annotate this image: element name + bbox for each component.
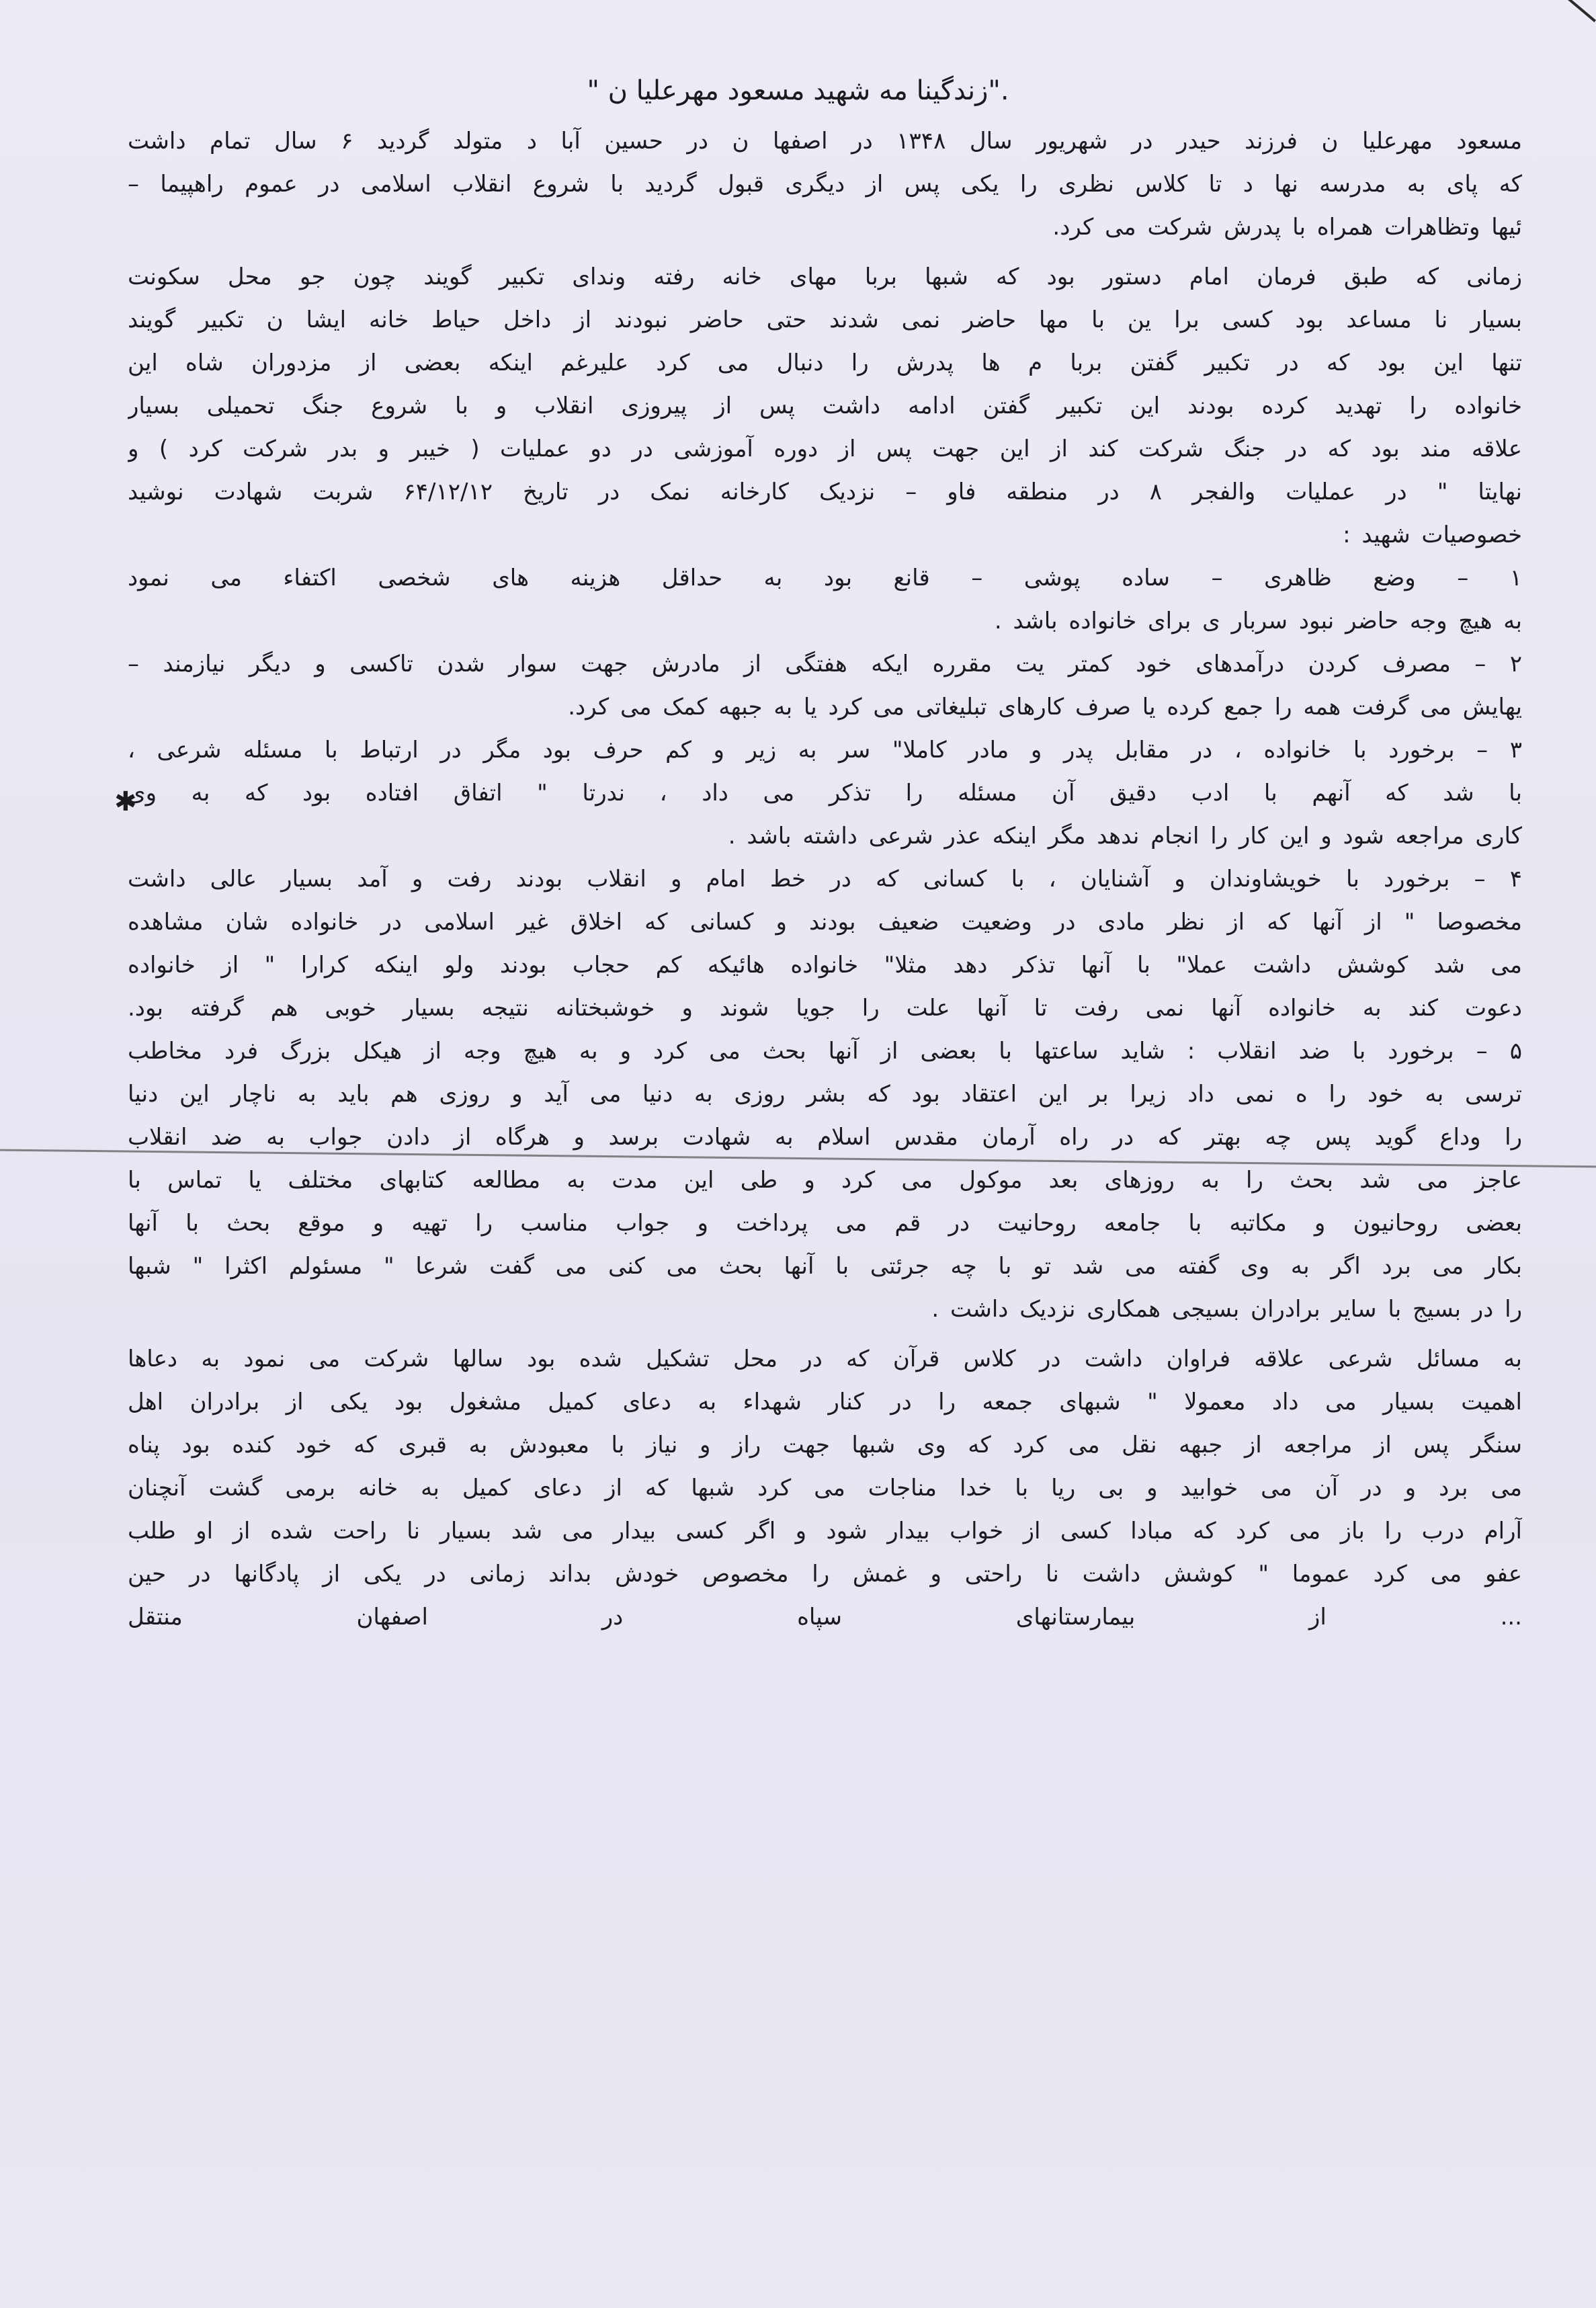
body-line: ۵ – برخورد با ضد انقلاب : شاید ساعتها با بعضی از آنها بحث می کرد و به هیچ وجه از هیکل بزرگ فرد مخاطب [128, 1038, 1522, 1065]
document-body [128, 120, 1522, 1639]
body-line: عفو می کرد عموما " کوشش داشت نا راحتی و غمش را مخصوص خودش بداند زمانی در یکی از پادگانها در حین [128, 1561, 1522, 1588]
section-heading: خصوصیات شهید : [1343, 522, 1522, 548]
body-line: مخصوصا " از آنها که از نظر مادی در وضعیت ضعیف بودند و کسانی که اخلاق غیر اسلامی در خانواده شان مشاهده [128, 909, 1522, 936]
body-line: بعضی روحانیون و مکاتبه با جامعه روحانیت در قم می پرداخت و جواب مناسب را تهیه و موقع بحث با آنها [128, 1210, 1522, 1237]
bullet-star-mark: ✱ [114, 786, 137, 817]
body-line: بکار می برد اگر به وی گفته می شد تو با چه جرئتی با آنها بحث می کنی می گفت شرعا " مسئولم اکثرا " شبها [128, 1253, 1522, 1280]
corner-pen-stroke [1497, 0, 1596, 22]
body-line: ۲ – مصرف کردن درآمدهای خود کمتر یت مقرره ایکه هفتگی از مادرش جهت سوار شدن تاکسی و دیگر نیازمند – [128, 651, 1522, 677]
body-line: آرام درب را باز می کرد که مبادا کسی از خواب بیدار شود و اگر کسی بیدار می شد بسیار نا راحت شده از او طلب [128, 1518, 1522, 1544]
document-title: " زندگینا مه شهید مسعود مهرعلیا ن". [587, 75, 1009, 106]
body-line: زمانی که طبق فرمان امام دستور بود که شبها بربا مهای خانه رفته وندای تکبیر گویند چون جو محل سکونت [128, 263, 1522, 290]
body-line: می برد و در آن می خوابید و بی ریا با خدا مناجات می کرد شبها که از دعای کمیل به خانه برمی گشت آنچنان [128, 1475, 1522, 1501]
body-line: نهایتا " در عملیات والفجر ۸ در منطقه فاو – نزدیک کارخانه نمک در تاریخ ۶۴/۱۲/۱۲ شربت شهادت نوشید [128, 479, 1522, 505]
body-line: تنها این بود که در تکبیر گفتن بربا م ها پدرش را دنبال می کرد علیرغم اینکه بعضی از مزدوران شاه این [128, 349, 1522, 376]
body-line: سنگر پس از مراجعه از جبهه نقل می کرد که وی شبها جهت راز و نیاز با معبودش به قبری که خود کنده بود پناه [128, 1432, 1522, 1458]
body-line: اهمیت بسیار می داد معمولا " شبهای جمعه را در کنار شهداء به دعای کمیل مشغول بود یکی از برادران اهل [128, 1389, 1522, 1415]
body-line: ۱ – وضع ظاهری – ساده پوشی – قانع بود به حداقل هزینه های شخصی اکتفاء می نمود [128, 565, 1522, 591]
body-line: که پای به مدرسه نها د تا کلاس نظری را یکی پس از دیگری قبول گردید با شروع انقلاب اسلامی در عموم راهپیما – [128, 171, 1522, 198]
body-line: را در بسیج با سایر برادران بسیجی همکاری نزدیک داشت . [931, 1296, 1522, 1323]
body-line: عاجز می شد بحث را به روزهای بعد موکول می کرد و طی این مدت به مطالعه کتابهای مختلف یا تماس با [128, 1167, 1522, 1194]
body-line: مسعود مهرعلیا ن فرزند حیدر در شهریور سال ۱۳۴۸ در اصفها ن در حسین آبا د متولد گردید ۶ سال تمام داشت [128, 128, 1522, 155]
body-line: ... از بیمارستانهای سپاه در اصفهان منتقل [128, 1604, 1522, 1631]
body-line: را وداع گوید پس چه بهتر که در راه آرمان مقدس اسلام به شهادت برسد و هرگاه از دادن جواب به ضد انقلاب [128, 1124, 1522, 1151]
body-line: علاقه مند بود که در جنگ شرکت کند از این جهت پس از دوره آموزشی در دو عملیات ( خیبر و بدر شرکت کرد ) و [128, 436, 1522, 462]
body-line: با شد که آنهم با ادب دقیق آن مسئله را تذکر می داد ، ندرتا " اتفاق افتاده بود که به وی [128, 780, 1522, 807]
body-line: یهایش می گرفت همه را جمع کرده یا صرف کارهای تبلیغاتی می کرد یا به جبهه کمک می کرد. [568, 694, 1522, 720]
body-line: ۳ – برخورد با خانواده ، در مقابل پدر و مادر کاملا" سر به زیر و کم حرف بود مگر در ارتباط با مسئله شرعی ، [128, 737, 1522, 764]
body-line: به مسائل شرعی علاقه فراوان داشت در کلاس قرآن که در محل تشکیل شده بود سالها شرکت می نمود به دعاها [128, 1346, 1522, 1372]
body-line: می شد کوشش داشت عملا" با آنها تذکر دهد مثلا" خانواده هائیکه کم حجاب بودند ولو اینکه کرارا " از خانواده [128, 952, 1522, 979]
body-line: ترسی به خود را ه نمی داد زیرا بر این اعتقاد بود که بشر روزی به دنیا می آید و روزی هم باید به ناچار این دنیا [128, 1081, 1522, 1108]
body-line: دعوت کند به خانواده آنها نمی رفت تا آنها علت را جویا شوند و خوشبختانه نتیجه بسیار خوبی هم گرفته بود. [128, 995, 1522, 1022]
body-line: ۴ – برخورد با خویشاوندان و آشنایان ، با کسانی که در خط امام و انقلاب بودند رفت و آمد بسیار عالی داشت [128, 866, 1522, 893]
body-line: ئیها وتظاهرات همراه با پدرش شرکت می کرد. [1052, 214, 1522, 241]
body-line: خانواده را تهدید کرده بودند این تکبیر گفتن ادامه داشت پس از پیروزی انقلاب و با شروع جنگ تحمیلی بسیار [128, 393, 1522, 419]
body-line: بسیار نا مساعد بود کسی برا ین با مها حاضر نمی شدند حتی حاضر نبودند از داخل حیاط خانه ایشا ن تکبیر گویند [128, 306, 1522, 333]
body-line: کاری مراجعه شود و این کار را انجام ندهد مگر اینکه عذر شرعی داشته باشد . [728, 823, 1522, 850]
body-line: به هیچ وجه حاضر نبود سربار ی برای خانواده باشد . [994, 608, 1522, 634]
